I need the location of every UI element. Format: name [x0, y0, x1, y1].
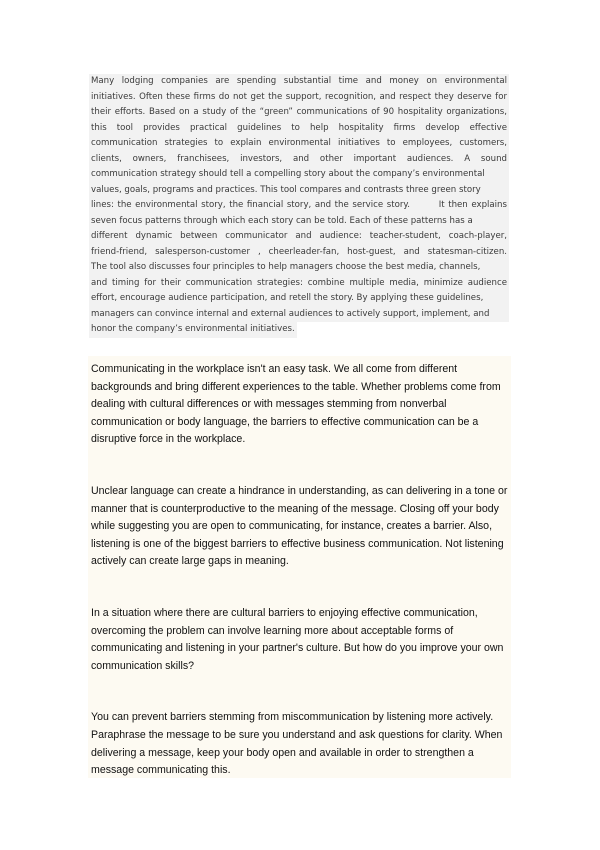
abstract-line: effort, encourage audience participation, and retell the story. By applying these guidelines, — [89, 291, 509, 307]
article-paragraph — [88, 709, 511, 779]
paragraph-line: communication or body language, the barriers to effective communication can be a — [91, 415, 479, 428]
paragraph-line: actively can create large gaps in meaning. — [91, 555, 289, 568]
abstract-line: different dynamic between communicator and audience: teacher-student, coach-player, — [89, 229, 509, 245]
paragraph-line: delivering a message, keep your body open and available in order to strengthen a — [91, 746, 474, 759]
abstract-line: initiatives. Often these firms do not get the support, recognition, and respect they deserve for — [89, 90, 509, 106]
paragraph-line: Paraphrase the message to be sure you understand and ask questions for clarity. When — [91, 728, 503, 741]
abstract-line: and timing for their communication strategies: combine multiple media, minimize audience — [89, 276, 509, 292]
article-paragraph — [88, 361, 511, 449]
paragraph-line: In a situation where there are cultural barriers to enjoying effective communication, — [91, 606, 478, 619]
abstract-line: The tool also discusses four principles to help managers choose the best media, channels, — [89, 260, 509, 276]
abstract-line: lines: the environmental story, the financial story, and the service story. It then explains — [89, 198, 509, 214]
article-body — [88, 356, 511, 778]
paragraph-line: You can prevent barriers stemming from miscommunication by listening more actively. — [91, 711, 494, 724]
paragraph-line: listening is one of the biggest barriers to effective business communication. Not listening — [91, 537, 504, 550]
article-paragraph — [88, 483, 511, 571]
abstract-line: seven focus patterns through which each story can be told. Each of these patterns has a — [89, 214, 509, 230]
paragraph-line: Unclear language can create a hindrance in understanding, as can delivering in a tone or — [91, 484, 508, 497]
paragraph-line: communicating and listening in your partner's culture. But how do you improve your own — [91, 642, 504, 655]
abstract-line: Many lodging companies are spending substantial time and money on environmental — [89, 74, 509, 90]
abstract-line: values, goals, programs and practices. This tool compares and contrasts three green story — [89, 183, 509, 199]
abstract-line: clients, owners, franchisees, investors, and other important audiences. A sound — [89, 152, 509, 168]
abstract-line: communication strategy should tell a compelling story about the company’s environmental — [89, 167, 509, 183]
abstract-line: this tool provides practical guidelines to help hospitality firms develop effective — [89, 121, 509, 137]
abstract-line: honor the company’s environmental initiatives. — [89, 322, 297, 338]
paragraph-line: Communicating in the workplace isn't an easy task. We all come from different — [91, 363, 458, 375]
abstract-line: communication strategies to explain environmental initiatives to employees, customers, — [89, 136, 509, 152]
abstract-line: friend-friend, salesperson-customer , cheerleader-fan, host-guest, and statesman-citizen. — [89, 245, 509, 261]
paragraph-line: manner that is counterproductive to the meaning of the message. Closing off your body — [91, 502, 499, 515]
paragraph-line: overcoming the problem can involve learning more about acceptable forms of — [91, 624, 454, 637]
article-paragraph — [88, 605, 511, 675]
paragraph-line: dealing with cultural differences or with messages stemming from nonverbal — [91, 398, 447, 411]
paragraph-line: while suggesting you are open to communicating, for instance, creates a barrier. Also, — [91, 520, 493, 533]
paragraph-line: communication skills? — [91, 659, 195, 672]
paragraph-line: message communicating this. — [91, 764, 231, 777]
abstract-paragraph — [89, 74, 509, 338]
paragraph-line: backgrounds and bring different experiences to the table. Whether problems come from — [91, 380, 501, 393]
abstract-line: managers can convince internal and external audiences to actively support, implement, and — [89, 307, 509, 323]
abstract-line: their efforts. Based on a study of the “green” communications of 90 hospitality organizations, — [89, 105, 509, 121]
paragraph-line: disruptive force in the workplace. — [91, 433, 246, 446]
